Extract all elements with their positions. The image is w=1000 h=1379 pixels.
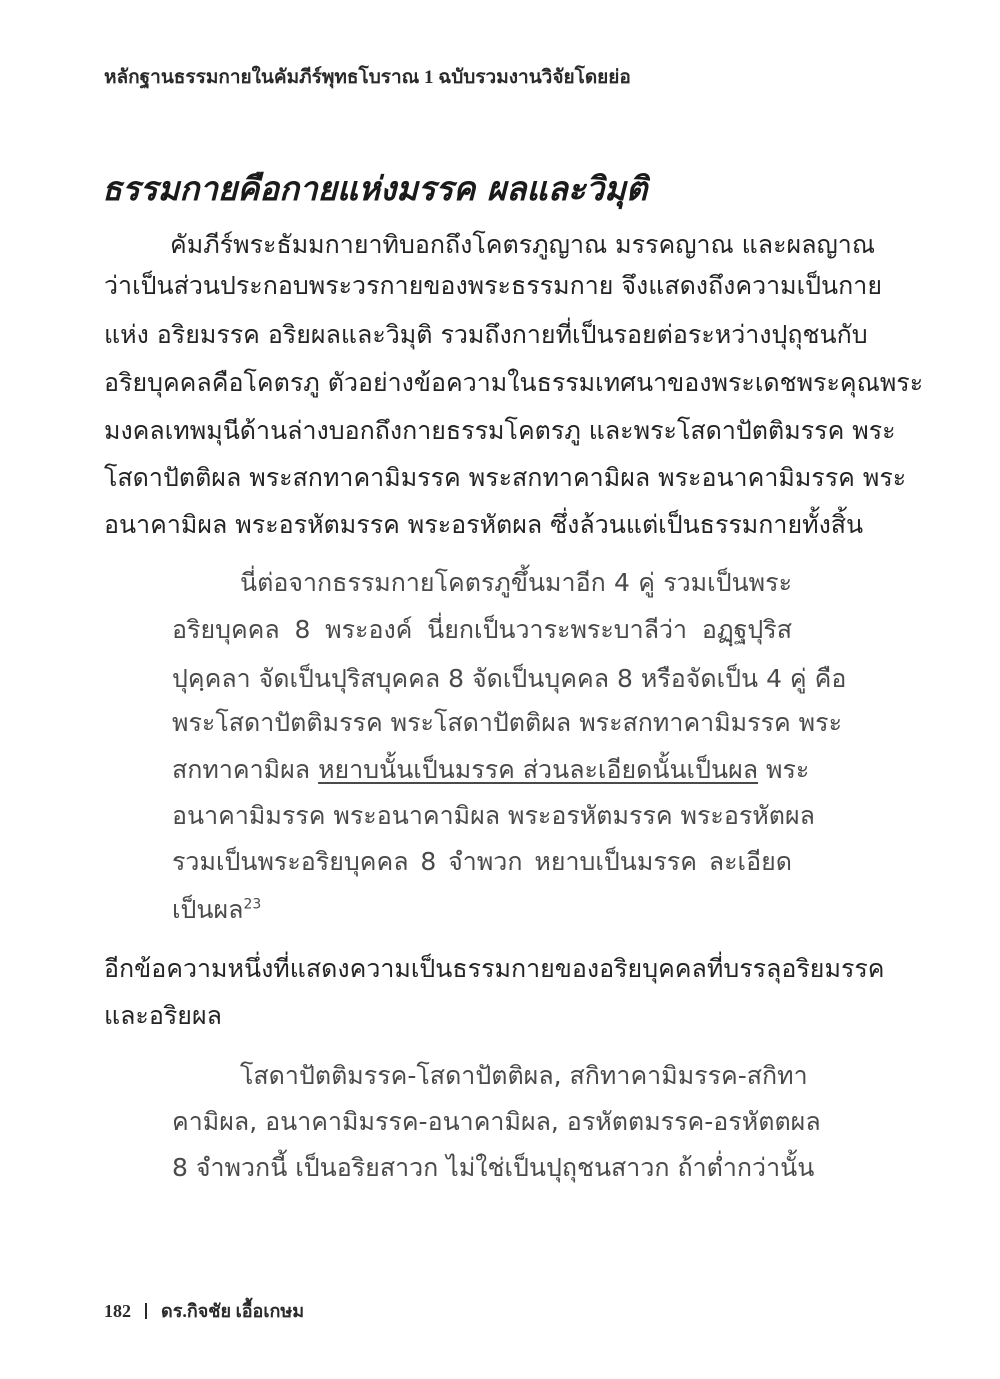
paragraph-line: แห่ง อริยมรรค อริยผลและวิมุติ รวมถึงกายที่เป็นรอยต่อระหว่างปุถุชนกับ <box>104 320 868 349</box>
quote-line: โสดาปัตติมรรค-โสดาปัตติผล, สกิทาคามิมรรค-สกิทา <box>240 1061 808 1090</box>
quote-line: ปุคฺคลา จัดเป็นปุริสบุคคล 8 จัดเป็นบุคคล 8 หรือจัดเป็น 4 คู่ คือ <box>172 664 847 693</box>
quote-text: สกทาคามิผล <box>172 755 319 784</box>
paragraph-line: โสดาปัตติผล พระสกทาคามิมรรค พระสกทาคามิผล พระอนาคามิมรรค พระ <box>104 463 907 492</box>
underlined-emphasis: หยาบนั้นเป็นมรรค ส่วนละเอียดนั้นเป็นผล <box>318 755 759 784</box>
author-name: ดร.กิจชัย เอื้อเกษม <box>161 1301 305 1321</box>
paragraph-line: อีกข้อความหนึ่งที่แสดงความเป็นธรรมกายของอริยบุคคลที่บรรลุอริยมรรค <box>104 954 885 983</box>
quote-line: อริยบุคคล 8 พระองค์ นี่ยกเป็นวาระพระบาลีว่า อฏฺฐปุริส <box>172 615 792 644</box>
footer-divider <box>145 1303 147 1319</box>
quote-line <box>172 755 810 784</box>
quote-line: รวมเป็นพระอริยบุคคล 8 จำพวก หยาบเป็นมรรค ละเอียด <box>172 847 792 876</box>
quote-text: พระ <box>758 755 810 784</box>
page-number: 182 <box>104 1301 131 1321</box>
quote-text: เป็นผล <box>172 895 244 924</box>
section-title: ธรรมกายคือกายแห่งมรรค ผลและวิมุติ <box>102 169 648 208</box>
paragraph-line: อริยบุคคลคือโคตรภู ตัวอย่างข้อความในธรรมเทศนาของพระเดชพระคุณพระ <box>104 368 924 397</box>
running-header: หลักฐานธรรมกายในคัมภีร์พุทธโบราณ 1 ฉบับรวมงานวิจัยโดยย่อ <box>104 67 631 88</box>
quote-line: อนาคามิมรรค พระอนาคามิผล พระอรหัตมรรค พระอรหัตผล <box>172 801 815 830</box>
quote-line <box>172 897 792 922</box>
footnote-marker[interactable]: 23 <box>243 896 262 913</box>
paragraph-line: อนาคามิผล พระอรหัตมรรค พระอรหัตผล ซึ่งล้วนแต่เป็นธรรมกายทั้งสิ้น <box>104 510 864 539</box>
paragraph-line: และอริยผล <box>104 1001 222 1030</box>
quote-line: นี่ต่อจากธรรมกายโคตรภูขึ้นมาอีก 4 คู่ รวมเป็นพระ <box>240 568 792 597</box>
quote-line: 8 จำพวกนี้ เป็นอริยสาวก ไม่ใช่เป็นปุถุชนสาวก ถ้าต่ำกว่านั้น <box>172 1153 815 1182</box>
paragraph-line: มงคลเทพมุนีด้านล่างบอกถึงกายธรรมโคตรภู และพระโสดาปัตติมรรค พระ <box>104 416 896 445</box>
quote-line: พระโสดาปัตติมรรค พระโสดาปัตติผล พระสกทาคามิมรรค พระ <box>172 708 843 737</box>
paragraph-line: คัมภีร์พระธัมมกายาทิบอกถึงโคตรภูญาณ มรรคญาณ และผลญาณ <box>170 230 876 259</box>
quote-line: คามิผล, อนาคามิมรรค-อนาคามิผล, อรหัตตมรรค-อรหัตตผล <box>172 1107 821 1136</box>
paragraph-line: ว่าเป็นส่วนประกอบพระวรกายของพระธรรมกาย จึงแสดงถึงความเป็นกาย <box>104 271 882 300</box>
page-footer <box>104 1296 304 1325</box>
